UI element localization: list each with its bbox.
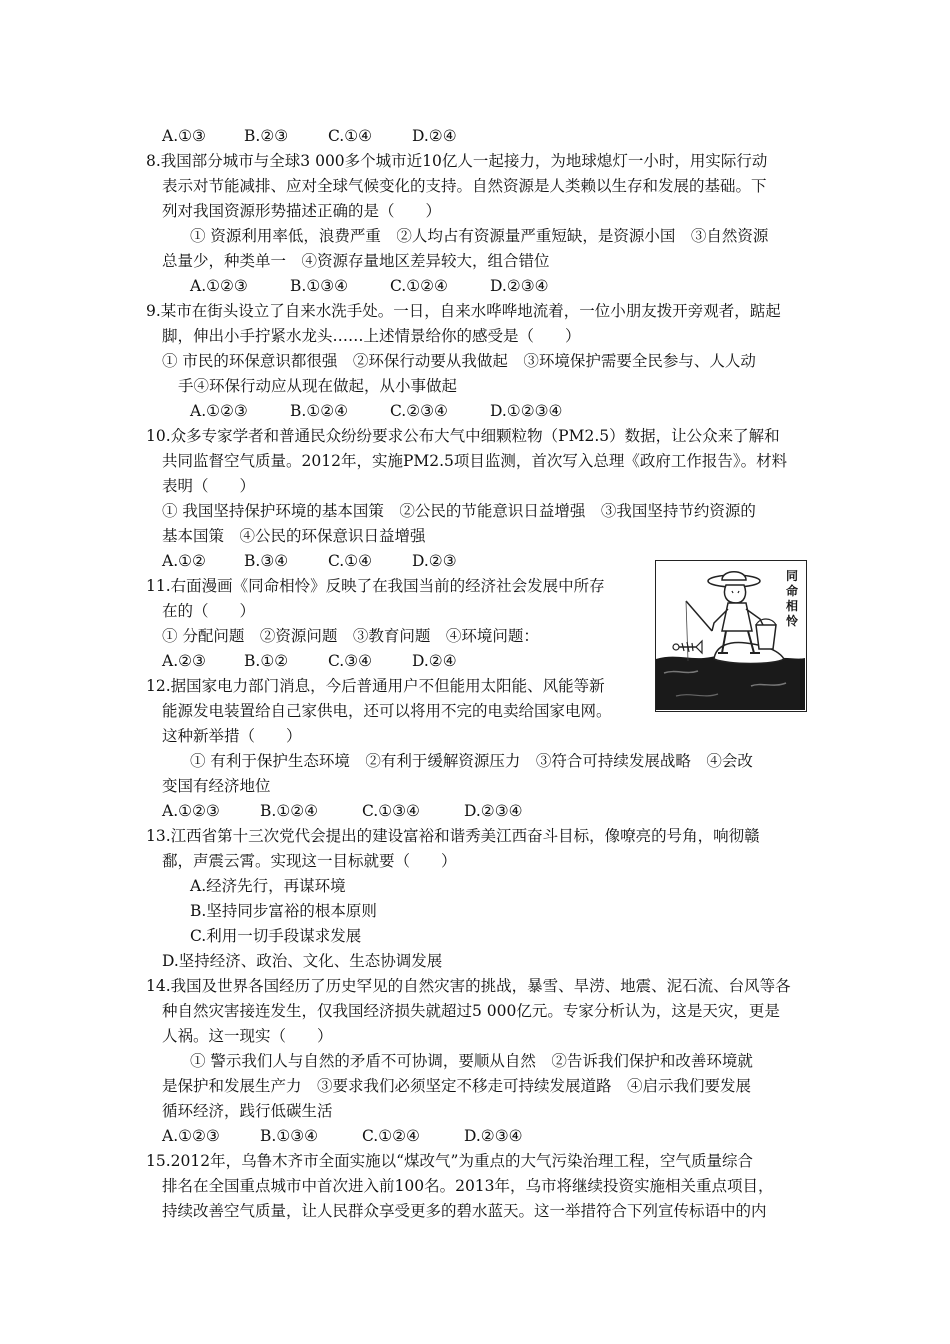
q14-options	[162, 1124, 523, 1148]
q11-options	[162, 649, 457, 673]
q15-stem-line-3: 持续改善空气质量，让人民群众享受更多的碧水蓝天。这一举措符合下列宣传标语中的内	[162, 1202, 767, 1220]
q7-options	[162, 124, 457, 148]
q10-stem-line-1: 10.众多专家学者和普通民众纷纷要求公布大气中细颗粒物（PM2.5）数据，让公众来了解和	[146, 427, 780, 445]
q9-options	[190, 399, 562, 423]
q15-stem-line-1: 15.2012年，乌鲁木齐市全面实施以“煤改气”为重点的大气污染治理工程，空气质量综合	[146, 1152, 753, 1170]
q8-statement-line-1: ① 资源利用率低，浪费严重 ②人均占有资源量严重短缺，是资源小国 ③自然资源	[190, 227, 769, 245]
q10-stem-line-2: 共同监督空气质量。2012年，实施PM2.5项目监测，首次写入总理《政府工作报告》。材料	[162, 452, 788, 470]
cartoon-drawing	[656, 561, 805, 710]
q10-stem-line-3: 表明（ ）	[162, 477, 256, 495]
cartoon-illustration	[655, 560, 807, 712]
q14-option-a[interactable]: A.①②③	[162, 1127, 220, 1145]
q12-statement-line-1: ① 有利于保护生态环境 ②有利于缓解资源压力 ③符合可持续发展战略 ④会改	[190, 752, 753, 770]
q8-options	[190, 274, 549, 298]
q9-option-b[interactable]: B.①②④	[290, 402, 349, 420]
q10-option-a[interactable]: A.①②	[162, 552, 206, 570]
q14-stem-line-1: 14.我国及世界各国经历了历史罕见的自然灾害的挑战，暴雪、旱涝、地震、泥石流、台风等各	[146, 977, 791, 995]
q15-stem-line-2: 排名在全国重点城市中首次进入前100名。2013年，乌市将继续投资实施相关重点项目，	[162, 1177, 774, 1195]
q10-option-c[interactable]: C.①④	[328, 552, 373, 570]
q11-stem-line-2: 在的（ ）	[162, 602, 256, 620]
q14-statement-line-2: 是保护和发展生产力 ③要求我们必须坚定不移走可持续发展道路 ④启示我们要发展	[162, 1077, 752, 1095]
q13-stem-line-1: 13.江西省第十三次党代会提出的建设富裕和谐秀美江西奋斗目标，像嘹亮的号角，响彻赣	[146, 827, 760, 845]
cartoon-title: 同命相怜	[785, 569, 798, 628]
q7-option-d[interactable]: D.②④	[412, 127, 457, 145]
q12-options	[162, 799, 523, 823]
q8-stem-line-2: 表示对节能减排、应对全球气候变化的支持。自然资源是人类赖以生存和发展的基础。下	[162, 177, 767, 195]
q11-option-c[interactable]: C.③④	[328, 652, 373, 670]
q9-option-d[interactable]: D.①②③④	[490, 402, 563, 420]
q12-option-b[interactable]: B.①②④	[260, 802, 319, 820]
q14-option-d[interactable]: D.②③④	[464, 1127, 523, 1145]
q7-option-a[interactable]: A.①③	[162, 127, 206, 145]
q11-statement-line: ① 分配问题 ②资源问题 ③教育问题 ④环境问题：	[162, 627, 539, 645]
q8-option-b[interactable]: B.①③④	[290, 277, 349, 295]
q13-choice-d[interactable]: D.坚持经济、政治、文化、生态协调发展	[162, 952, 443, 970]
q14-stem-line-2: 种自然灾害接连发生，仅我国经济损失就超过5 000亿元。专家分析认为，这是天灾，更是	[162, 1002, 780, 1020]
q11-option-a[interactable]: A.②③	[162, 652, 206, 670]
q11-option-b[interactable]: B.①②	[244, 652, 289, 670]
q10-options	[162, 549, 457, 573]
q9-stem-line-2: 脚，伸出小手拧紧水龙头……上述情景给你的感受是（ ）	[162, 327, 581, 345]
q11-stem-line-1: 11.右面漫画《同命相怜》反映了在我国当前的经济社会发展中所存	[146, 577, 605, 595]
q14-stem-line-3: 人祸。这一现实（ ）	[162, 1027, 333, 1045]
q10-statement-line-2: 基本国策 ④公民的环保意识日益增强	[162, 527, 426, 545]
q14-statement-line-3: 循环经济，践行低碳生活	[162, 1102, 333, 1120]
q8-statement-line-2: 总量少，种类单一 ④资源存量地区差异较大，组合错位	[162, 252, 550, 270]
q12-option-d[interactable]: D.②③④	[464, 802, 523, 820]
q10-option-d[interactable]: D.②③	[412, 552, 457, 570]
q7-option-c[interactable]: C.①④	[328, 127, 373, 145]
q13-choice-a[interactable]: A.经济先行，再谋环境	[190, 877, 346, 895]
q9-option-c[interactable]: C.②③④	[390, 402, 448, 420]
q13-choice-b[interactable]: B.坚持同步富裕的根本原则	[190, 902, 377, 920]
q9-stem-line-1: 9.某市在街头设立了自来水洗手处。一日，自来水哗哗地流着，一位小朋友拨开旁观者，踮起	[146, 302, 781, 320]
q8-option-c[interactable]: C.①②④	[390, 277, 448, 295]
q13-choice-c[interactable]: C.利用一切手段谋求发展	[190, 927, 362, 945]
q10-option-b[interactable]: B.③④	[244, 552, 289, 570]
q14-option-b[interactable]: B.①③④	[260, 1127, 319, 1145]
q8-stem-line-3: 列对我国资源形势描述正确的是（ ）	[162, 202, 442, 220]
q14-statement-line-1: ① 警示我们人与自然的矛盾不可协调，要顺从自然 ②告诉我们保护和改善环境就	[190, 1052, 753, 1070]
q12-option-a[interactable]: A.①②③	[162, 802, 220, 820]
q12-stem-line-3: 这种新举措（ ）	[162, 727, 302, 745]
q12-stem-line-1: 12.据国家电力部门消息，今后普通用户不但能用太阳能、风能等新	[146, 677, 605, 695]
q12-option-c[interactable]: C.①③④	[362, 802, 420, 820]
q9-option-a[interactable]: A.①②③	[190, 402, 248, 420]
q8-stem-line-1: 8.我国部分城市与全球3 000多个城市近10亿人一起接力，为地球熄灯一小时，用实际行动	[146, 152, 768, 170]
q9-statement-line-2: 手④环保行动应从现在做起，从小事做起	[178, 377, 458, 395]
q7-option-b[interactable]: B.②③	[244, 127, 289, 145]
q10-statement-line-1: ① 我国坚持保护环境的基本国策 ②公民的节能意识日益增强 ③我国坚持节约资源的	[162, 502, 756, 520]
q8-option-d[interactable]: D.②③④	[490, 277, 549, 295]
q11-option-d[interactable]: D.②④	[412, 652, 457, 670]
q14-option-c[interactable]: C.①②④	[362, 1127, 420, 1145]
q12-statement-line-2: 变国有经济地位	[162, 777, 271, 795]
q8-option-a[interactable]: A.①②③	[190, 277, 248, 295]
q9-statement-line-1: ① 市民的环保意识都很强 ②环保行动要从我做起 ③环境保护需要全民参与、人人动	[162, 352, 756, 370]
q13-stem-line-2: 鄱，声震云霄。实现这一目标就要（ ）	[162, 852, 457, 870]
q12-stem-line-2: 能源发电装置给自己家供电，还可以将用不完的电卖给国家电网。	[162, 702, 612, 720]
